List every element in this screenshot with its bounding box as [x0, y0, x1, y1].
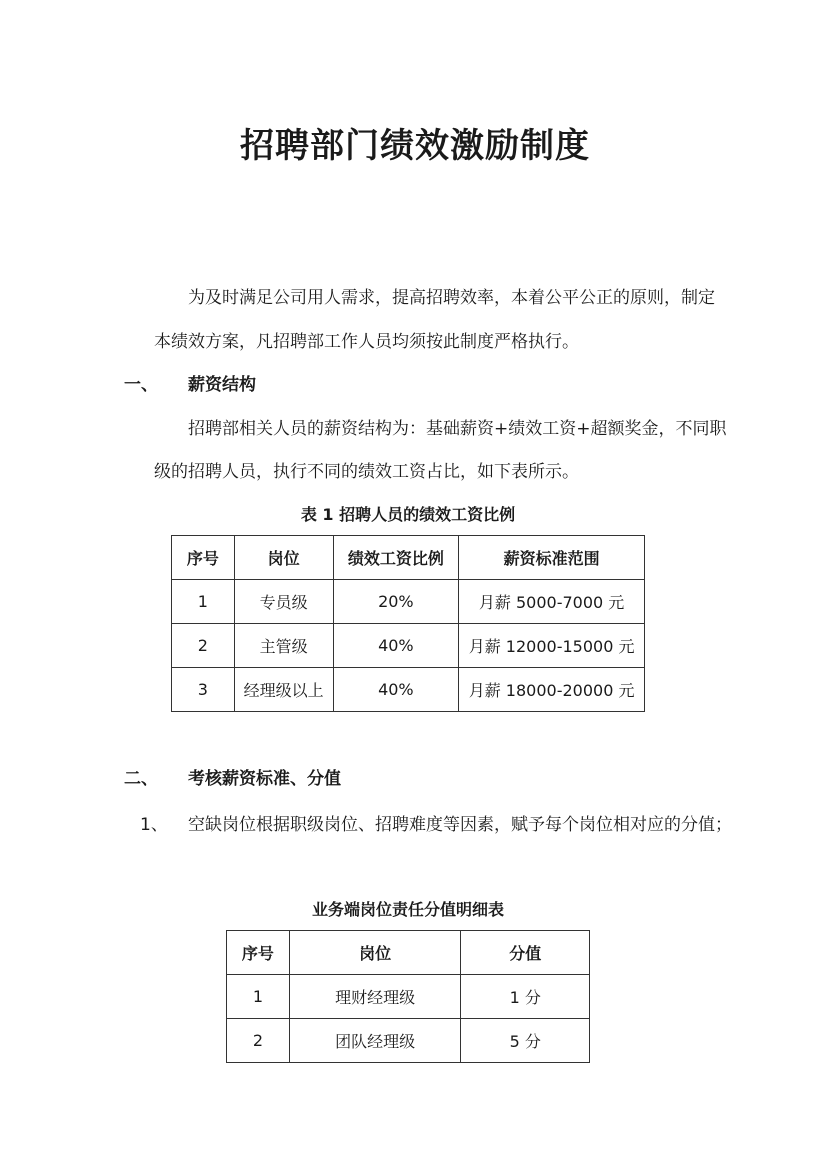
table-cell: 2: [227, 1019, 290, 1063]
table2-caption: 业务端岗位责任分值明细表: [311, 900, 504, 919]
table-cell: 40%: [333, 624, 459, 668]
section1-number: 一、: [124, 375, 158, 395]
section1-line-1: 招聘部相关人员的薪资结构为：基础薪资+绩效工资+超额奖金，不同职: [188, 419, 727, 439]
table-header-cell: 岗位: [234, 536, 333, 580]
table-header-cell: 分值: [461, 931, 590, 975]
table-row: [227, 1019, 590, 1063]
table-cell: 月薪 18000-20000 元: [459, 668, 645, 712]
table-header-cell: 序号: [227, 931, 290, 975]
table-cell: 经理级以上: [234, 668, 333, 712]
table-cell: 5 分: [461, 1019, 590, 1063]
table-cell: 月薪 12000-15000 元: [459, 624, 645, 668]
section1-heading: 薪资结构: [188, 375, 256, 395]
intro-line-1: 为及时满足公司用人需求，提高招聘效率，本着公平公正的原则，制定: [188, 288, 715, 308]
table-row: [172, 668, 645, 712]
section1-line-2: 级的招聘人员，执行不同的绩效工资占比，如下表所示。: [154, 462, 579, 482]
table-cell: 专员级: [234, 580, 333, 624]
intro-line-2: 本绩效方案，凡招聘部工作人员均须按此制度严格执行。: [154, 332, 579, 352]
table-header-cell: 岗位: [289, 931, 461, 975]
table-header-cell: 薪资标准范围: [459, 536, 645, 580]
table-cell: 3: [172, 668, 235, 712]
section2-number: 二、: [124, 769, 158, 789]
table-header-cell: 序号: [172, 536, 235, 580]
table-cell: 1 分: [461, 975, 590, 1019]
position-score-table: [226, 930, 590, 1063]
table-header-row: [172, 536, 645, 580]
table-row: [172, 580, 645, 624]
table-cell: 40%: [333, 668, 459, 712]
section2-item1-number: 1、: [140, 815, 168, 835]
table-cell: 月薪 5000-7000 元: [459, 580, 645, 624]
section2-item1-text: 空缺岗位根据职级岗位、招聘难度等因素，赋予每个岗位相对应的分值；: [188, 815, 732, 835]
table-header-row: [227, 931, 590, 975]
table-cell: 理财经理级: [289, 975, 461, 1019]
table-cell: 20%: [333, 580, 459, 624]
page-title: 招聘部门绩效激励制度: [240, 126, 590, 166]
table-row: [172, 624, 645, 668]
table-row: [227, 975, 590, 1019]
table-cell: 1: [172, 580, 235, 624]
table1-caption: 表 1 招聘人员的绩效工资比例: [300, 505, 516, 524]
salary-ratio-table: [171, 535, 645, 712]
table-header-cell: 绩效工资比例: [333, 536, 459, 580]
table-cell: 2: [172, 624, 235, 668]
section2-heading: 考核薪资标准、分值: [188, 769, 341, 789]
table-cell: 团队经理级: [289, 1019, 461, 1063]
table-cell: 主管级: [234, 624, 333, 668]
table-cell: 1: [227, 975, 290, 1019]
